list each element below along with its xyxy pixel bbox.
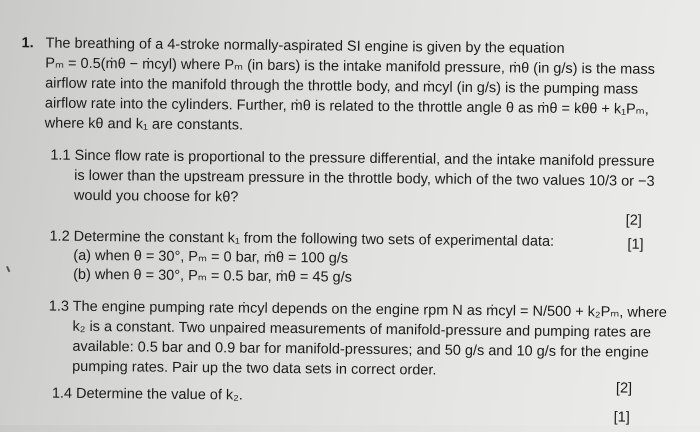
pen-mark: [6, 266, 10, 272]
q1-4-line-1: 1.4 Determine the value of k₂.: [51, 385, 243, 404]
q1-line-1: The breathing of a 4-stroke normally-aspirated SI engine is given by the equation: [45, 35, 565, 57]
q1-4-marks: [1]: [613, 409, 630, 426]
q1-line-3: airflow rate into the manifold through the throttle body, and ṁcyl (in g/s) is the pumping mass: [45, 75, 639, 98]
q1-3-line-4: pumping rates. Pair up the two data sets in correct order.: [72, 358, 437, 379]
question-number: 1.: [21, 35, 34, 52]
q1-2-line-3: (b) when θ = 30°, Pₘ = 0.5 bar, ṁθ = 45 g/s: [73, 266, 353, 286]
q1-3-line-2: k₂ is a constant. Two unpaired measurements of manifold-pressure and pumping rates are: [72, 318, 652, 341]
q1-3-marks: [2]: [615, 380, 633, 397]
q1-line-5: where kθ and k₁ are constants.: [44, 115, 244, 134]
q1-2-line-2: (a) when θ = 30°, Pₘ = 0 bar, ṁθ = 100 g/s: [73, 247, 349, 267]
q1-1-line-2: is lower than the upstream pressure in the throttle body, which of the two values 10/3 or −3: [74, 167, 655, 190]
q1-2-line-1: 1.2 Determine the constant k₁ from the following two sets of experimental data:: [49, 228, 555, 250]
q1-3-line-3: available: 0.5 bar and 0.9 bar for manifold-pressures; and 50 g/s and 10 g/s for the engine: [72, 338, 649, 361]
q1-line-4: airflow rate into the cylinders. Further, ṁθ is related to the throttle angle θ as ṁθ = kθθ + k₁Pₘ,: [44, 95, 649, 118]
q1-line-2: Pₘ = 0.5(ṁθ − ṁcyl) where Pₘ (in bars) is the intake manifold pressure, ṁθ (in g/s) is the mass: [45, 55, 655, 78]
q1-1-line-1: 1.1 Since flow rate is proportional to the pressure differential, and the intake manifold pressure: [50, 147, 655, 170]
q1-1-marks: [2]: [625, 212, 642, 229]
q1-1-line-3: would you choose for kθ?: [73, 187, 239, 206]
q1-2-marks: [1]: [627, 236, 644, 253]
q1-3-line-1: 1.3 The engine pumping rate ṁcyl depends on the engine rpm N as ṁcyl = N/500 + k₂Pₘ, where: [48, 298, 667, 322]
